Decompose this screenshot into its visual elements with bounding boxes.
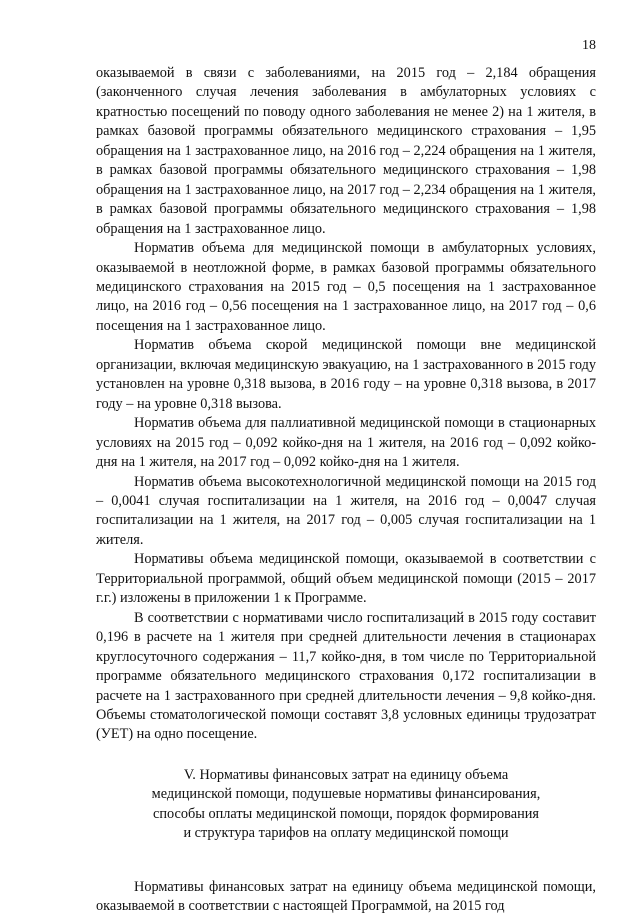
section-heading-line-4: и структура тарифов на оплату медицинской помощи — [183, 825, 509, 842]
paragraph-continuation: оказываемой в связи с заболеваниями, на 2015 год – 2,184 обращения (законченного случая лечения заболевания в амбулаторных условиях с кратностью посещений по поводу одного заболевания не менее 2) на 1 жителя, в рамках базовой программы обязательного медицинского страхования – 1,95 обращения на 1 застрахованное лицо, на 2016 год – 2,224 обращения на 1 жителя, в рамках базовой программы обязательного медицинского страхования – 1,98 обращения на 1 застрахованное лицо, на 2017 год – 2,234 обращения на 1 жителя, в рамках базовой программы обязательного медицинского страхования – 1,98 обращения на 1 застрахованное лицо. — [96, 65, 596, 237]
page-number: 18 — [582, 38, 596, 53]
paragraph-high-tech-norm: Норматив объема высокотехнологичной медицинской помощи на 2015 год – 0,0041 случая госпитализации на 1 жителя, на 2016 год – 0,0047 случая госпитализации на 1 жителя, на 2017 год – 0,005 случая госпитализации на 1 жителя. — [96, 473, 596, 548]
section-heading-line-2: медицинской помощи, подушевые нормативы финансирования, — [151, 786, 541, 803]
paragraph-ambulance-norm: Норматив объема скорой медицинской помощи вне медицинской организации, включая медицинскую эвакуацию, на 1 застрахованного в 2015 году установлен на уровне 0,318 вызова, в 2016 году – на уровне 0,318 вызова, в 2017 году – на уровне 0,318 вызова. — [96, 337, 596, 412]
section-heading-line-1: V. Нормативы финансовых затрат на единицу объема — [183, 766, 509, 783]
paragraph-palliative-norm: Норматив объема для паллиативной медицинской помощи в стационарных условиях на 2015 год – 0,092 койко-дня на 1 жителя, на 2016 год – 0,092 койко-дня на 1 жителя, на 2017 год – 0,092 койко-дня на 1 жителя. — [96, 415, 596, 471]
document-body — [96, 64, 596, 917]
paragraph-emergency-care-norm: Норматив объема для медицинской помощи в амбулаторных условиях, оказываемой в неотложной форме, в рамках базовой программы обязательного медицинского страхования на 2015 год – 0,5 посещения на 1 застрахованное лицо, на 2016 год – 0,56 посещения на 1 застрахованное лицо, на 2017 год – 0,6 посещения на 1 застрахованное лицо. — [96, 240, 596, 334]
section-heading — [96, 766, 596, 844]
paragraph-financial-norms: Нормативы финансовых затрат на единицу объема медицинской помощи, оказываемой в соответствии с настоящей Программой, на 2015 год — [96, 878, 596, 915]
section-heading-line-3: способы оплаты медицинской помощи, порядок формирования — [153, 805, 539, 822]
paragraph-appendix-reference: Нормативы объема медицинской помощи, оказываемой в соответствии с Территориальной программой, общий объем медицинской помощи (2015 – 2017 г.г.) изложены в приложении 1 к Программе. — [96, 551, 596, 607]
paragraph-hospitalization-norm: В соответствии с нормативами число госпитализаций в 2015 году составит 0,196 в расчете на 1 жителя при средней длительности лечения в стационарах круглосуточного содержания – 11,7 койко-дня, в том числе по Территориальной программе обязательного медицинского страхования 0,172 госпитализации в расчете на 1 застрахованного при средней длительности лечения – 9,8 койко-дня. Объемы стоматологической помощи составят 3,8 условных единицы трудозатрат (УЕТ) на одно посещение. — [96, 609, 596, 743]
